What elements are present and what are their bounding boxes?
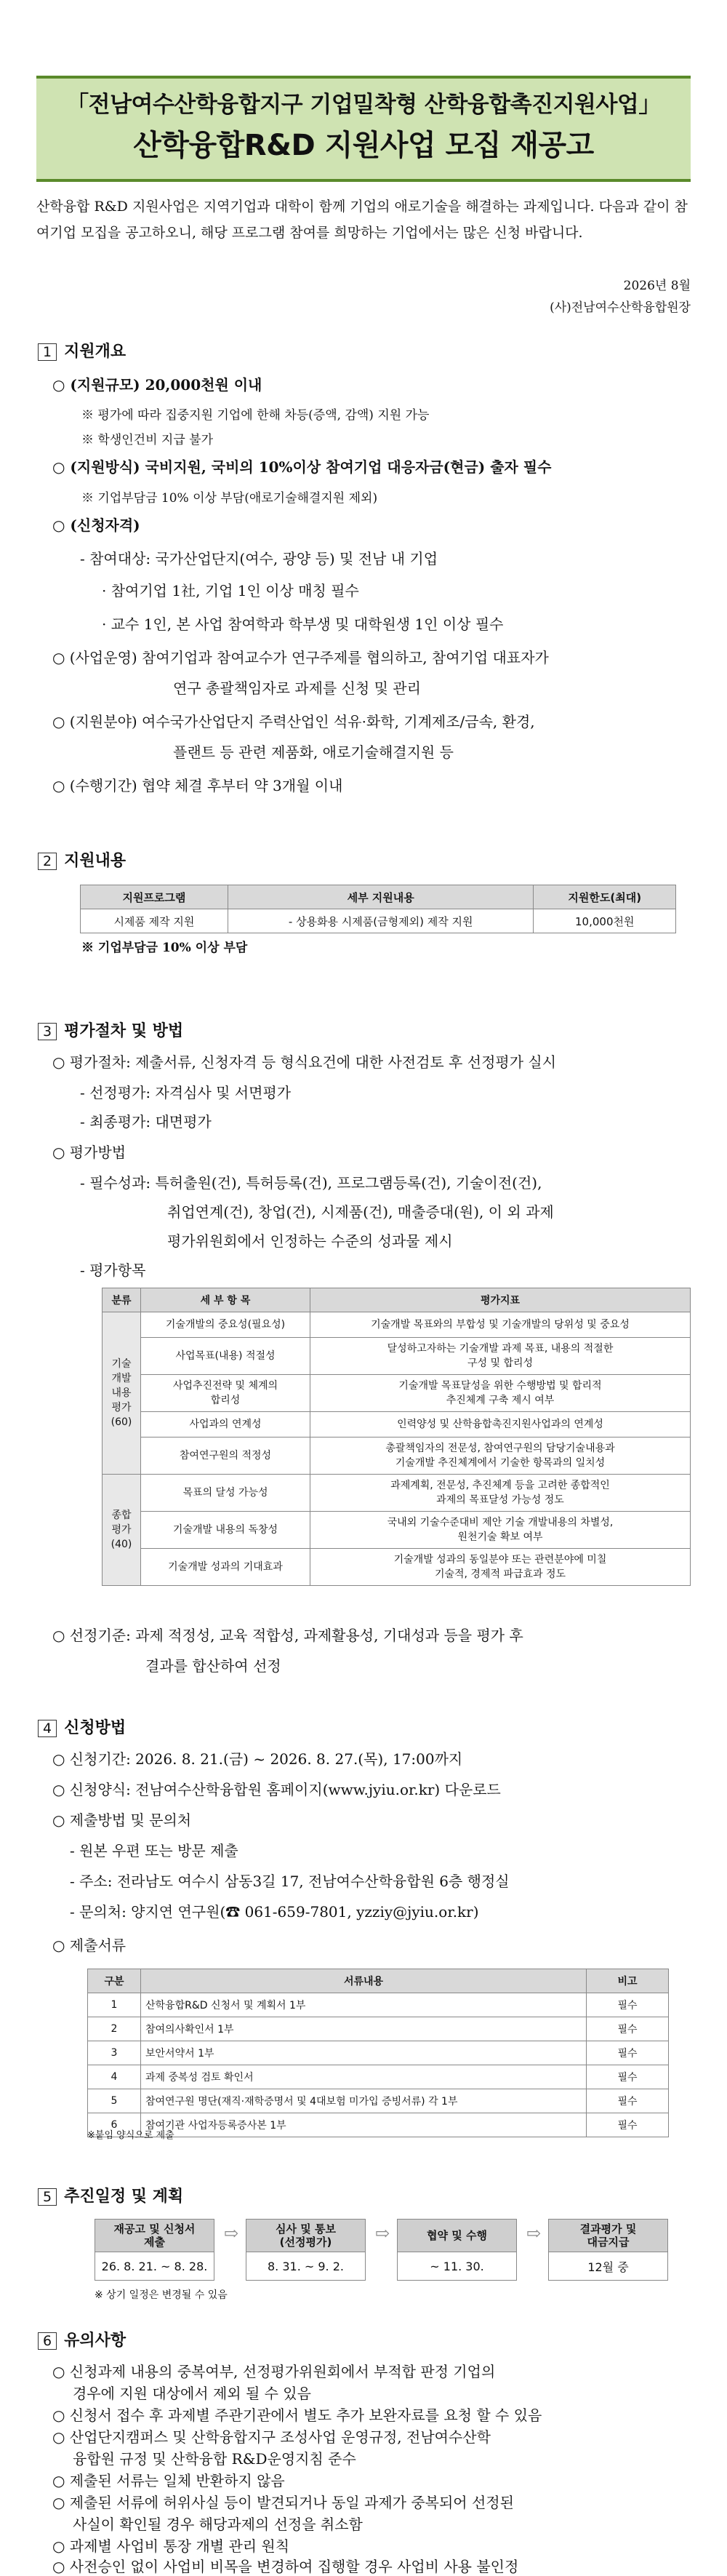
table-row: 사업목표(내용) 적절성 달성하고자하는 기술개발 과제 목표, 내용의 적절한 구성 및 합리성 — [103, 1338, 691, 1375]
caution-5: ○ 제출된 서류에 허위사실 등이 발견되거나 동일 과제가 중복되어 선정된 — [52, 2494, 514, 2511]
qualification-heading: ○ (신청자격) — [52, 517, 140, 534]
application-form: ○ 신청양식: 전남여수산학융합원 홈페이지(www.jyiu.or.kr) 다운로드 — [52, 1781, 501, 1798]
application-period: ○ 신청기간: 2026. 8. 21.(금) ~ 2026. 8. 27.(목), 17:00까지 — [52, 1750, 463, 1768]
col-remark: 비고 — [587, 1969, 669, 1993]
contact-info: - 문의처: 양지연 연구원(☎ 061-659-7801, yzziy@jyiu.or.kr) — [70, 1903, 479, 1921]
documents-table — [87, 1969, 669, 2137]
eval-procedure: ○ 평가절차: 제출서류, 신청자격 등 형식요건에 대한 사전검토 후 선정평가 실시 — [52, 1053, 557, 1071]
support-content-table — [80, 885, 676, 933]
support-scale: ○ (지원규모) 20,000천원 이내 — [52, 376, 262, 394]
submission-address: - 주소: 전라남도 여수시 삼동3길 17, 전남여수산학융합원 6층 행정실 — [70, 1873, 510, 1890]
submission-heading: ○ 제출방법 및 문의처 — [52, 1811, 192, 1829]
col-detail: 세부 지원내용 — [228, 885, 534, 909]
qualification-company: · 참여기업 1社, 기업 1인 이상 매칭 필수 — [102, 582, 359, 599]
table-row: 5 참여연구원 명단(재직·재학증명서 및 4대보험 미가입 증빙서류) 각 1부 필수 — [88, 2089, 669, 2113]
selection-criteria-1: ○ 선정기준: 과제 적정성, 교육 적합성, 과제활용성, 기대성과 등을 평가 후 — [52, 1627, 523, 1644]
project-period: ○ (수행기간) 협약 체결 후부터 약 3개월 이내 — [52, 777, 343, 794]
caution-5-cont: 사실이 확인될 경우 해당과제의 선정을 취소함 — [73, 2516, 363, 2533]
schedule-note: ※ 상기 일정은 변경될 수 있음 — [95, 2289, 228, 2301]
required-outcome-2: 취업연계(건), 창업(건), 시제품(건), 매출증대(원), 이 외 과제 — [167, 1203, 554, 1221]
table-row: 기술개발 성과의 기대효과 기술개발 성과의 동일분야 또는 관련분야에 미칠 기술적, 경제적 파급효과 정도 — [103, 1549, 691, 1586]
intro-paragraph: 산학융합 R&D 지원사업은 지역기업과 대학이 함께 기업의 애로기술을 해결하는 과제입니다. 다음과 같이 참여기업 모집을 공고하오니, 해당 프로그램 참여를 희망하는 기업에서는 많은 신청 바랍니다. — [36, 199, 688, 241]
field-line-2: 플랜트 등 관련 제품화, 애로기술해결지원 등 — [173, 743, 454, 761]
required-outcome-3: 평가위원회에서 인정하는 수준의 성과물 제시 — [167, 1232, 453, 1250]
eval-selection: - 선정평가: 자격심사 및 서면평가 — [80, 1084, 292, 1101]
schedule-step: 재공고 및 신청서 제출 26. 8. 21. ~ 8. 28. — [95, 2219, 214, 2281]
section-1-heading: 1 지원개요 — [38, 339, 126, 362]
caution-2: ○ 신청서 접수 후 과제별 주관기관에서 별도 추가 보완자료를 요청 할 수 있음 — [52, 2406, 542, 2424]
category-overall: 종합 평가 (40) — [103, 1475, 141, 1586]
col-program: 지원프로그램 — [81, 885, 228, 909]
table-row: 사업추진전략 및 체계의 합리성 기술개발 목표달성을 위한 수행방법 및 합리적 추진체계 구축 제시 여부 — [103, 1375, 691, 1412]
schedule-step: 협약 및 수행 ~ 11. 30. — [397, 2219, 517, 2281]
col-item: 세 부 항 목 — [141, 1288, 310, 1312]
table-row: 참여연구원의 적정성 총괄책임자의 전문성, 참여연구원의 담당기술내용과 기술개발 추진체계에서 기술한 항목과의 일치성 — [103, 1437, 691, 1475]
arrow-right-icon: ⇨ — [375, 2223, 390, 2244]
col-category: 분류 — [103, 1288, 141, 1312]
caution-3: ○ 산업단지캠퍼스 및 산학융합지구 조성사업 운영규정, 전남여수산학 — [52, 2428, 491, 2446]
schedule-step: 심사 및 통보 (선정평가) 8. 31. ~ 9. 2. — [246, 2219, 366, 2281]
section-3-heading: 3 평가절차 및 방법 — [38, 1018, 183, 1041]
section-4-heading: 4 신청방법 — [38, 1715, 126, 1738]
qualification-target: - 참여대상: 국가산업단지(여수, 광양 등) 및 전남 내 기업 — [80, 550, 438, 567]
table-row: 종합 평가 (40) 목표의 달성 가능성 과제계획, 전문성, 추진체계 등을 고려한 종합적인 과제의 목표달성 가능성 정도 — [103, 1475, 691, 1512]
caution-7: ○ 사전승인 없이 사업비 비목을 변경하여 집행할 경우 사업비 사용 불인정 — [52, 2558, 519, 2575]
qualification-professor: · 교수 1인, 본 사업 참여학과 학부생 및 대학원생 1인 이상 필수 — [102, 615, 504, 633]
caution-1-cont: 경우에 지원 대상에서 제외 될 수 있음 — [73, 2385, 311, 2402]
program-subtitle: 「전남여수산학융합지구 기업밀착형 산학융합촉진지원사업」 — [66, 92, 661, 118]
method-note: ※ 기업부담금 10% 이상 부담(애로기술해결지원 제외) — [81, 491, 378, 506]
col-document: 서류내용 — [141, 1969, 587, 1993]
col-limit: 지원한도(최대) — [534, 885, 676, 909]
table-row: 1 산학융합R&D 신청서 및 계획서 1부 필수 — [88, 1993, 669, 2017]
company-burden-note: ※ 기업부담금 10% 이상 부담 — [81, 941, 248, 955]
documents-heading: ○ 제출서류 — [52, 1937, 126, 1954]
caution-6: ○ 과제별 사업비 통장 개별 관리 원칙 — [52, 2537, 290, 2555]
operation-line-2: 연구 총괄책임자로 과제를 신청 및 관리 — [173, 679, 421, 697]
table-row: 기술 개발 내용 평가 (60) 기술개발의 중요성(필요성) 기술개발 목표와의 부합성 및 기술개발의 당위성 및 중요성 — [103, 1312, 691, 1338]
eval-final: - 최종평가: 대면평가 — [80, 1113, 212, 1131]
eval-method-heading: ○ 평가방법 — [52, 1144, 126, 1161]
operation-line-1: ○ (사업운영) 참여기업과 참여교수가 연구주제를 협의하고, 참여기업 대표자가 — [52, 649, 549, 666]
notice-date: 2026년 8월 — [623, 279, 691, 293]
table-row: 4 과제 중복성 검토 확인서 필수 — [88, 2065, 669, 2089]
table-row: 기술개발 내용의 독창성 국내외 기술수준대비 제안 기술 개발내용의 차별성, 원천기술 확보 여부 — [103, 1512, 691, 1549]
documents-note: ※붙임 양식으로 제출 — [87, 2130, 174, 2141]
table-row: 3 보안서약서 1부 필수 — [88, 2041, 669, 2065]
notice-title: 산학융합R&D 지원사업 모집 재공고 — [133, 129, 594, 162]
section-2-heading: 2 지원내용 — [38, 848, 126, 871]
col-indicator: 평가지표 — [310, 1288, 691, 1312]
table-row: 시제품 제작 지원 - 상용화용 시제품(금형제외) 제작 지원 10,000천원 — [81, 909, 676, 933]
scale-note-1: ※ 평가에 따라 집중지원 기업에 한해 차등(증액, 감액) 지원 가능 — [81, 408, 430, 423]
support-method: ○ (지원방식) 국비지원, 국비의 10%이상 참여기업 대응자금(현금) 출자 필수 — [52, 458, 552, 476]
evaluation-table — [102, 1288, 691, 1586]
caution-4: ○ 제출된 서류는 일체 반환하지 않음 — [52, 2472, 285, 2489]
arrow-right-icon: ⇨ — [526, 2223, 542, 2244]
section-5-heading: 5 추진일정 및 계획 — [38, 2184, 183, 2206]
required-outcome-1: - 필수성과: 특허출원(건), 특허등록(건), 프로그램등록(건), 기술이전(건), — [80, 1174, 542, 1192]
table-row: 사업과의 연계성 인력양성 및 산학융합촉진지원사업과의 연계성 — [103, 1412, 691, 1437]
eval-items-label: - 평가항목 — [80, 1261, 146, 1279]
submission-method: - 원본 우편 또는 방문 제출 — [70, 1842, 238, 1859]
caution-1: ○ 신청과제 내용의 중복여부, 선정평가위원회에서 부적합 판정 기업의 — [52, 2363, 496, 2380]
field-line-1: ○ (지원분야) 여수국가산업단지 주력산업인 석유·화학, 기계제조/금속, 환경, — [52, 713, 535, 730]
section-6-heading: 6 유의사항 — [38, 2328, 126, 2350]
table-row: 2 참여의사확인서 1부 필수 — [88, 2017, 669, 2041]
col-no: 구분 — [88, 1969, 141, 1993]
issuer-name: (사)전남여수산학융합원장 — [550, 300, 691, 315]
caution-3-cont: 융합원 규정 및 산학융합 R&D운영지침 준수 — [73, 2450, 356, 2468]
table-row: 6 참여기관 사업자등록증사본 1부 필수 — [88, 2113, 669, 2137]
schedule-step: 결과평가 및 대금지급 12월 중 — [548, 2219, 668, 2281]
scale-note-2: ※ 학생인건비 지급 불가 — [81, 433, 214, 447]
selection-criteria-2: 결과를 합산하여 선정 — [145, 1657, 281, 1675]
category-technical: 기술 개발 내용 평가 (60) — [103, 1312, 141, 1475]
arrow-right-icon: ⇨ — [224, 2223, 239, 2244]
